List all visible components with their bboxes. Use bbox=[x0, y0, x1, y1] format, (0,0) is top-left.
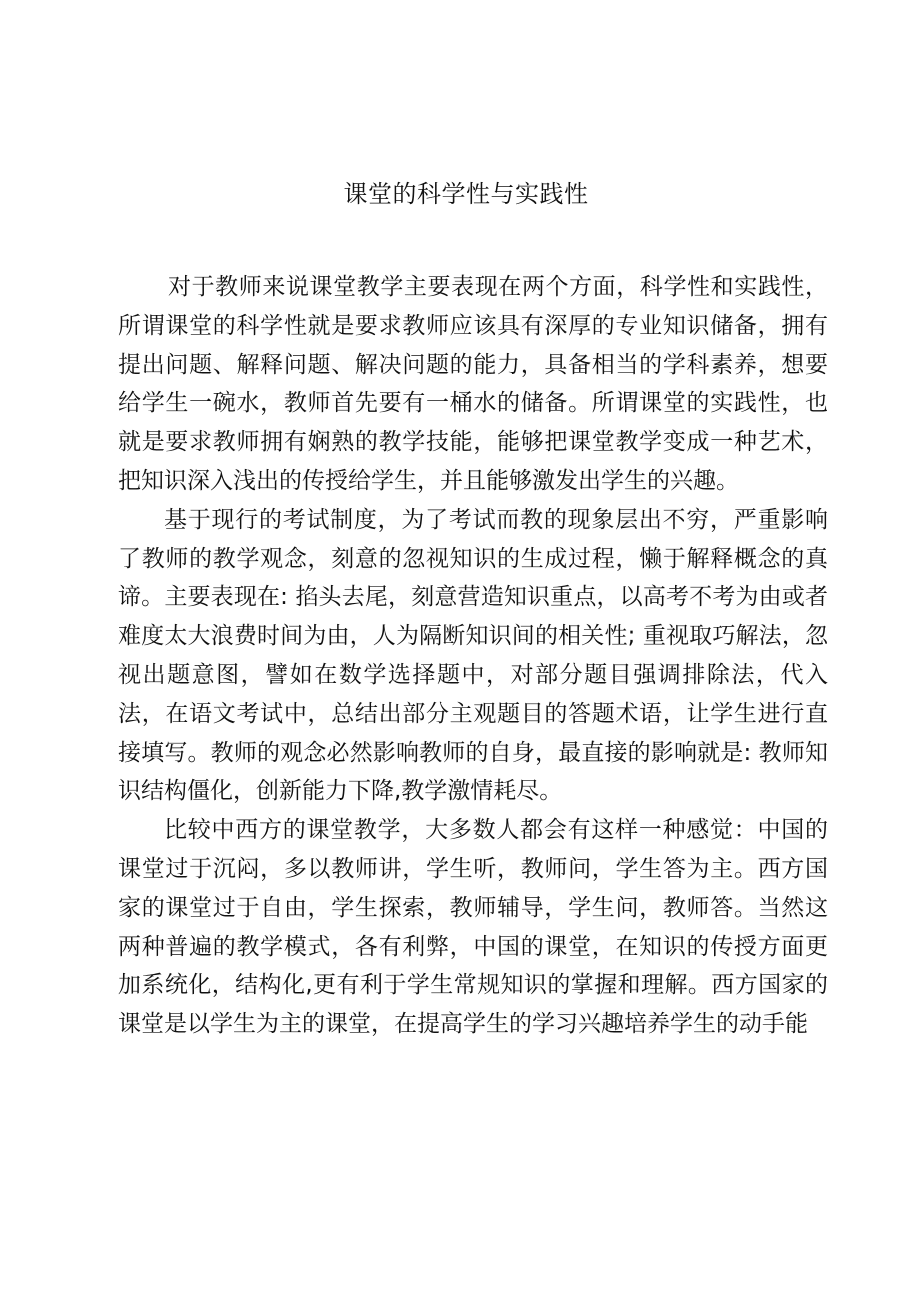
document-body bbox=[118, 268, 828, 1044]
document-title: 课堂的科学性与实践性 bbox=[343, 180, 589, 208]
paragraph-2: 基于现行的考试制度，为了考试而教的现象层出不穷，严重影响了教师的教学观念，刻意的忽视知识的生成过程，懒于解释概念的真谛。主要表现在: 掐头去尾，刻意营造知识重点，以高考不考为由或者难度太大浪费时间为由，人为隔断知识间的相关性; 重视取巧解法，忽视出题意图，譬如在数学选择题中，对部分题目强调排除法，代入法，在语文考试中，总结出部分主观题目的答题术语，让学生进行直接填写。教师的观念必然影响教师的自身，最直接的影响就是: 教师知识结构僵化，创新能力下降,教学激情耗尽。 bbox=[118, 506, 828, 805]
paragraph-3: 比较中西方的课堂教学，大多数人都会有这样一种感觉：中国的课堂过于沉闷，多以教师讲，学生听，教师问，学生答为主。西方国家的课堂过于自由，学生探索，教师辅导，学生问，教师答。当然这两种普遍的教学模式，各有利弊，中国的课堂，在知识的传授方面更加系统化，结构化,更有利于学生常规知识的掌握和理解。西方国家的课堂是以学生为主的课堂，在提高学生的学习兴趣培养学生的动手能 bbox=[118, 817, 828, 1038]
paragraph-1: 对于教师来说课堂教学主要表现在两个方面，科学性和实践性，所谓课堂的科学性就是要求教师应该具有深厚的专业知识储备，拥有提出问题、解释问题、解决问题的能力，具备相当的学科素养，想要给学生一碗水，教师首先要有一桶水的储备。所谓课堂的实践性，也就是要求教师拥有娴熟的教学技能，能够把课堂教学变成一种艺术，把知识深入浅出的传授给学生，并且能够激发出学生的兴趣。 bbox=[118, 274, 828, 494]
